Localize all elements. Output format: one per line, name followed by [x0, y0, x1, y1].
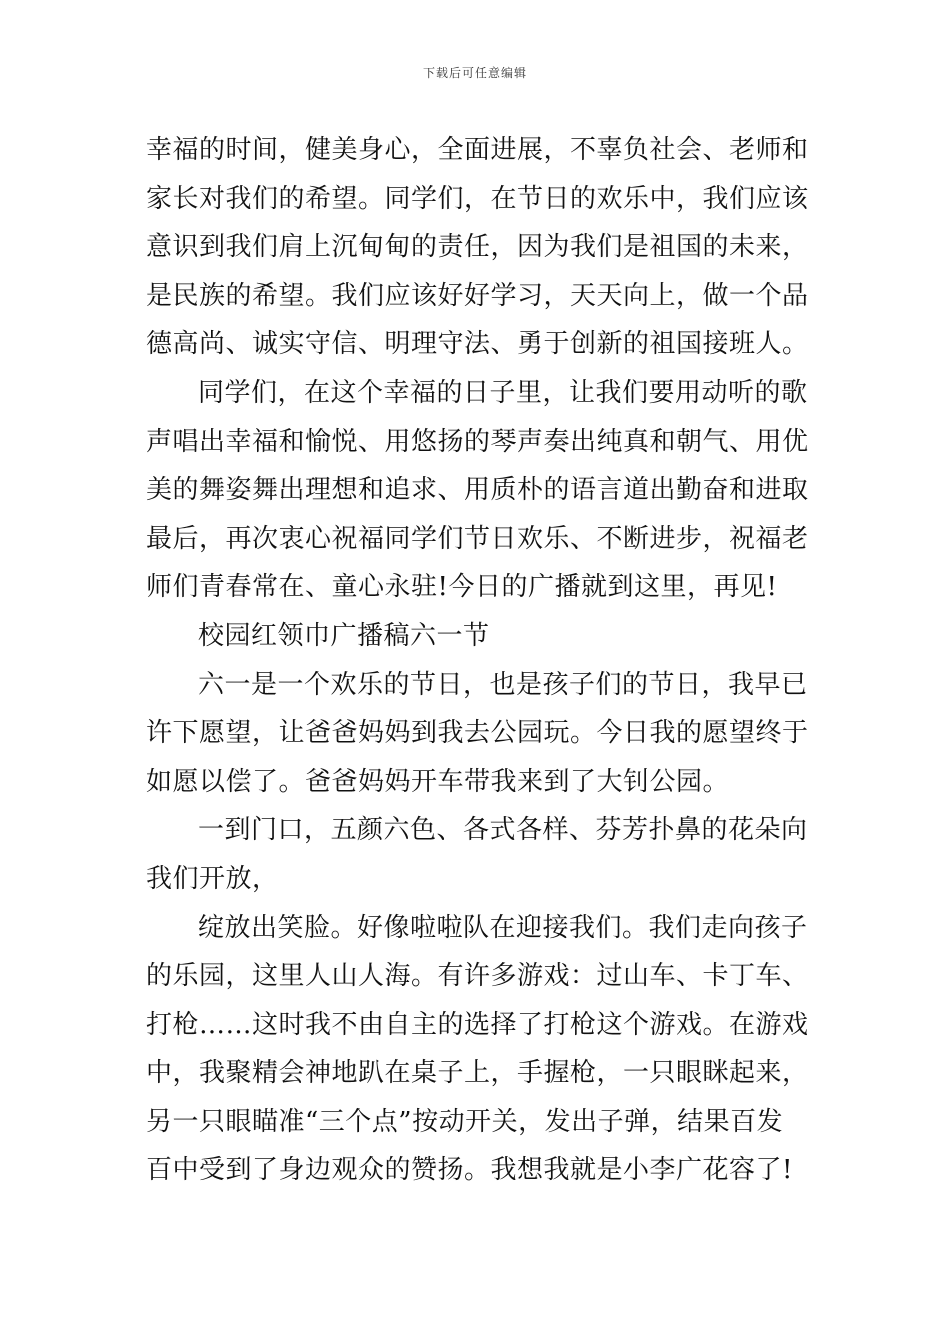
- text-line: 校园红领巾广播稿六一节: [198, 620, 490, 651]
- text-line: 许下愿望，让爸爸妈妈到我去公园玩。今日我的愿望终于: [146, 718, 809, 749]
- text-line: 幸福的时间，健美身心，全面进展，不辜负社会、老师和: [146, 135, 809, 165]
- text-line: 六一是一个欢乐的节日，也是孩子们的节日，我早已: [198, 669, 808, 700]
- text-line: 是民族的希望。我们应该好好学习，天天向上，做一个品: [146, 280, 809, 311]
- text-line: 一到门口，五颜六色、各式各样、芬芳扑鼻的花朵向: [198, 815, 808, 846]
- text-line: 美的舞姿舞出理想和追求、用质朴的语言道出勤奋和进取: [146, 475, 809, 506]
- body-text: [146, 126, 809, 1195]
- text-line: 绽放出笑脸。好像啦啦队在迎接我们。我们走向孩子: [198, 912, 808, 943]
- text-line: 如愿以偿了。爸爸妈妈开车带我来到了大钊公园。: [146, 766, 730, 797]
- text-line: 意识到我们肩上沉甸甸的责任，因为我们是祖国的未来，: [146, 232, 809, 263]
- text-line: 另一只眼瞄准“三个点”按动开关，发出子弹，结果百发: [146, 1106, 784, 1137]
- text-line: 师们青春常在、童心永驻!今日的广播就到这里，再见!: [146, 572, 778, 603]
- text-line: 的乐园，这里人山人海。有许多游戏：过山车、卡丁车、: [146, 961, 809, 992]
- text-line: 百中受到了身边观众的赞扬。我想我就是小李广花容了!: [146, 1155, 793, 1186]
- text-line: 同学们，在这个幸福的日子里，让我们要用动听的歌: [198, 377, 808, 408]
- text-line: 家长对我们的希望。同学们，在节日的欢乐中，我们应该: [146, 183, 809, 214]
- text-line: 我们开放，: [146, 863, 279, 894]
- text-line: 中，我聚精会神地趴在桌子上，手握枪，一只眼眯起来，: [146, 1058, 809, 1089]
- text-line: 打枪……这时我不由自主的选择了打枪这个游戏。在游戏: [146, 1009, 809, 1040]
- text-line: 最后，再次衷心祝福同学们节日欢乐、不断进步，祝福老: [146, 523, 809, 554]
- page-header: 下载后可任意编辑: [422, 66, 527, 80]
- text-line: 德高尚、诚实守信、明理守法、勇于创新的祖国接班人。: [146, 329, 809, 360]
- text-line: 声唱出幸福和愉悦、用悠扬的琴声奏出纯真和朝气、用优: [146, 426, 809, 457]
